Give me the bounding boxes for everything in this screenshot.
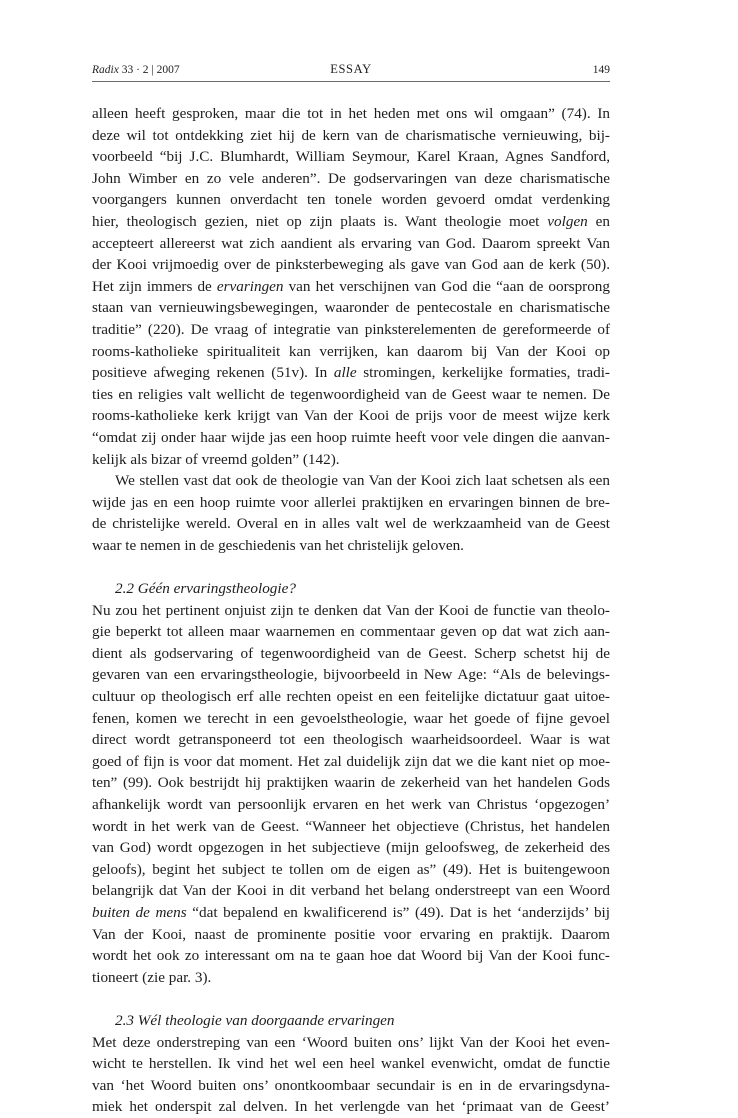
issue-info: 33 · 2 | 2007 <box>121 64 180 76</box>
article-body <box>92 103 610 1118</box>
emphasis: ervaringen <box>216 277 284 295</box>
text-line: kelijk als bizar of vreemd golden” (142). <box>92 450 340 468</box>
section-2-2-text <box>92 600 610 989</box>
text-line: miek het onderspit zal delven. In het verlengde van het ‘primaat van de Geest’ <box>92 1098 610 1116</box>
text-line: der Kooi vrijmoedig over de pinksterbeweging als gave van God aan de kerk (50). <box>92 256 610 274</box>
text-line: wordt in het werk van de Geest. “Wanneer het objectieve (Christus, het handelen <box>92 817 610 835</box>
text-line: belangrijk dat Van der Kooi in dit verband het belang onderstreept van een Woord <box>92 882 610 900</box>
text-line: traditie” (220). De vraag of integratie van pinksterelementen de gereformeerde of <box>92 320 610 338</box>
text-line: rooms-katholieke kerk krijgt van Van der Kooi de prijs voor de meest wijze kerk <box>92 407 610 425</box>
text-line: wordt het ook zo interessant om na te gaan hoe dat Woord bij Van der Kooi func- <box>92 947 610 965</box>
text-line: “omdat zij onder haar wijde jas een hoop ruimte heeft voor vele dingen die aanvan- <box>92 428 610 446</box>
page-number: 149 <box>592 64 610 76</box>
text-line: cultuur op theologisch erf alle rechten opeist en een feitelijke dictatuur gaat uitoe- <box>92 688 610 706</box>
text-line: wicht te herstellen. Ik vind het wel een heel wankel evenwicht, omdat de functie <box>92 1055 610 1073</box>
section-label: ESSAY <box>330 62 372 76</box>
text-line: Het zijn immers de ervaringen van het verschijnen van God die “aan de oorsprong <box>92 277 610 295</box>
section-title: Wél theologie van doorgaande ervaringen <box>137 1011 395 1029</box>
text-line: waar te nemen in de geschiedenis van het christelijk geloven. <box>92 536 464 554</box>
emphasis: alle <box>333 364 357 382</box>
section-2-3-text <box>92 1032 610 1118</box>
text-line: Met deze onderstreping van een ‘Woord buiten ons’ lijkt Van der Kooi het even- <box>92 1033 610 1051</box>
text-line: goed of fijn is voor dat moment. Het zal duidelijk zijn dat we die kant niet op moe- <box>92 752 610 770</box>
text-line: afhankelijk wordt van persoonlijk ervaren en het werk van Christus ‘opgezogen’ <box>92 796 610 813</box>
text-line: positieve afweging rekenen (51v). In alle stromingen, kerkelijke formaties, tradi- <box>92 364 610 382</box>
text-line: deze wil tot ontdekking ziet hij de kern van de charismatische vernieuwing, bij- <box>92 126 610 144</box>
text-line: Van der Kooi, naast de prominente positie voor ervaring en praktijk. Daarom <box>92 925 610 943</box>
emphasis: volgen <box>547 212 588 230</box>
text-line: geloofs), begint het subject te tollen om de eigen as” (49). Het is buitengewoon <box>92 860 610 878</box>
section-heading-2-3 <box>92 1010 610 1032</box>
text-line: tioneert (zie par. 3). <box>92 968 212 986</box>
text-line: accepteert allereerst wat zich aandient als ervaring van God. Daarom spreekt Van <box>92 234 610 252</box>
text-line: voorgangers kunnen onverdacht ten tonele worden gevoerd omdat verdenking <box>92 191 610 209</box>
paragraph-2 <box>92 470 610 556</box>
section-title: Géén ervaringstheologie? <box>137 580 296 598</box>
text-line: gevaren van een ervaringstheologie, bijvoorbeeld in New Age: “Als de belevings- <box>92 666 610 684</box>
text-line: wijde jas en een hoop ruimte voor allerlei praktijken en ervaringen binnen de bre- <box>92 493 610 511</box>
text-line: We stellen vast dat ook de theologie van Van der Kooi zich laat schetsen als een <box>115 472 610 490</box>
text-line: voorbeeld “bij J.C. Blumhardt, William Seymour, Karel Kraan, Agnes Sandford, <box>92 148 610 166</box>
section-number: 2.2 <box>115 580 134 598</box>
journal-name: Radix <box>92 64 119 76</box>
text-line: staan van vernieuwingsbewegingen, waaronder de pentecostale en charismatische <box>92 299 610 317</box>
spacer <box>92 556 610 578</box>
text-line: ties en religies valt wellicht de tegenwoordigheid van de Geest waar te nemen. De <box>92 385 610 403</box>
header-rule <box>92 81 610 82</box>
text-line: John Wimber en zo vele anderen”. De godservaringen van deze charismatische <box>92 169 610 187</box>
spacer <box>92 988 610 1010</box>
text-line: Nu zou het pertinent onjuist zijn te denken dat Van der Kooi de functie van theolo- <box>92 601 610 619</box>
text-line: dient als godservaring of tegenwoordigheid van de Geest. Scherp schetst hij de <box>92 644 610 662</box>
section-heading-2-2 <box>92 578 610 600</box>
text-line: ten” (99). Ook bestrijdt hij praktijken waarin de zekerheid van het handelen Gods <box>92 774 610 792</box>
paragraph-1 <box>92 103 610 470</box>
text-line: de christelijke wereld. Overal en in alles valt wel de werkzaamheid van de Geest <box>92 515 610 533</box>
text-line: van God) wordt opgezogen in het subjectieve (mijn geloofsweg, de zekerheid des <box>92 839 610 857</box>
running-head <box>92 62 610 80</box>
text-line: buiten de mens “dat bepalend en kwalificerend is” (49). Dat is het ‘anderzijds’ bij <box>92 903 610 921</box>
text-line: gie beperkt tot alleen maar waarnemen en commentaar geven op dat wat zich aan- <box>92 623 610 641</box>
section-number: 2.3 <box>115 1011 134 1029</box>
text-line: fenen, komen we terecht in een gevoelstheologie, waar het goede of fijne gevoel <box>92 709 610 727</box>
text-line: van ‘het Woord buiten ons’ onontkoombaar secundair is en in de ervaringsdyna- <box>92 1076 610 1094</box>
text-line: direct wordt getransponeerd tot een theologisch waarheidsoordeel. Waar is wat <box>92 731 610 749</box>
text-line: rooms-katholieke spiritualiteit kan verrijken, kan daarom bij Van der Kooi op <box>92 342 610 360</box>
text-line: hier, theologisch gezien, niet op zijn plaats is. Want theologie moet volgen en <box>92 212 610 230</box>
text-line: alleen heeft gesproken, maar die tot in het heden met ons wil omgaan” (74). In <box>92 105 610 122</box>
emphasis: buiten de mens <box>92 903 187 921</box>
